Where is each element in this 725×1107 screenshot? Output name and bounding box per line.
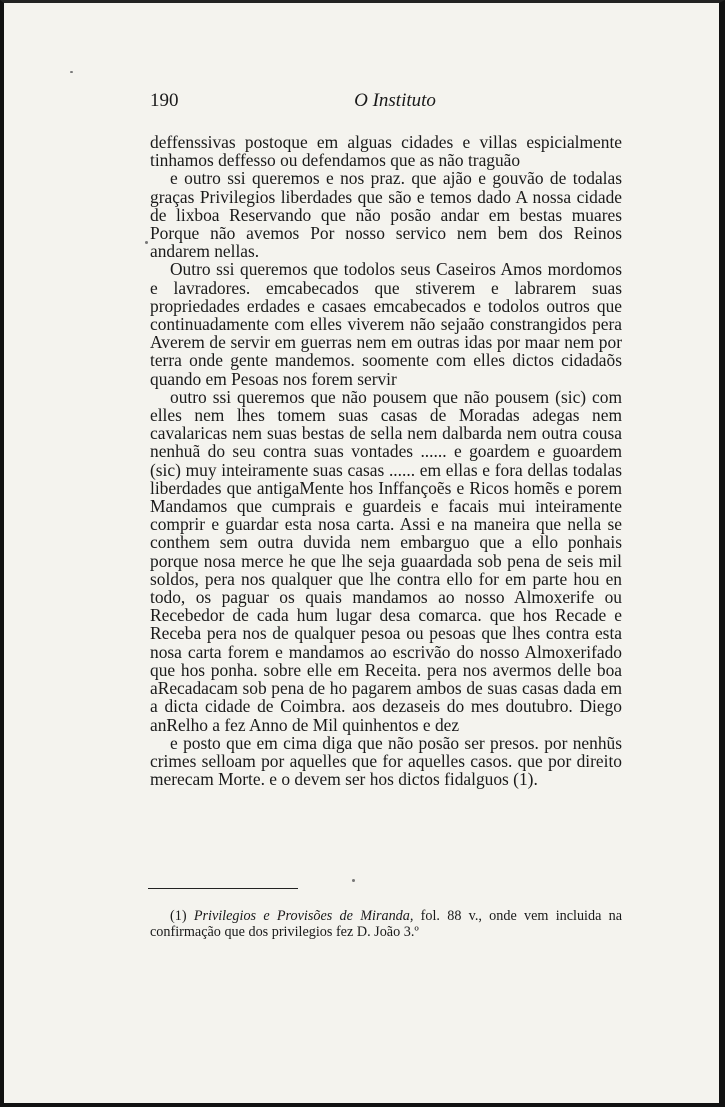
speck <box>70 71 73 73</box>
body-text <box>150 133 622 788</box>
paragraph-1: deffenssivas postoque em alguas cidades e villas espicialmente tinhamos deffesso ou defendamos que as não traguão <box>150 132 622 171</box>
footnote-title: Privilegios e Provisões de Miranda, <box>193 908 414 924</box>
footnote-rule <box>148 888 298 889</box>
paragraph-3: Outro ssi queremos que todolos seus Caseiros Amos mordomos e lavradores. emcabecados que stiverem e labrarem suas propriedades erdades e casaes emcabecados e todolos outros que continuadamente com elles viverem não sejaão constrangidos pera Averem de servir em guerras nem em outras idas por maar nem por terra onde gente mandemos. soomente com elles dictos cidadaõs quando em Pesoas nos forem servir <box>150 259 622 389</box>
speck <box>352 879 355 882</box>
page-number: 190 <box>150 90 179 111</box>
footnote <box>150 908 622 940</box>
paragraph-2: e outro ssi queremos e nos praz. que ajão e gouvão de todalas graças Privilegios liberdades que são e temos dado A nossa cidade de lixboa Reservando que não posão andar em bestas muares Porque não avemos Por nosso servico nem bem dos Reinos andarem nellas. <box>150 168 622 262</box>
footnote-marker: (1) <box>170 908 187 924</box>
paragraph-4: outro ssi queremos que não pousem que não pousem (sic) com elles nem lhes tomem suas casas de Moradas adegas nem cavalaricas nem suas bestas de sella nem dalbarda nem outra cousa nenhuã do seu contra suas vontades ...... e goardem e guoardem (sic) muy inteiramente suas casas ...... em ellas e fora dellas todalas liberdades que antigaMente hos Inffançoẽs e Ricos homẽs e porem Mandamos que cumprais e guardeis e facais mui inteiramente comprir e guardar esta nosa carta. Assi e na maneira que nella se conthem sem outra duvida nem embarguo que a ello ponhais porque nosa merce he que lhe seja guaardada sob pena de seis mil soldos, pera nos qualquer que lhe contra ello for em parte hou en todo, os paguar os quais mandamos ao nosso Almoxerife ou Recebedor de cada hum lugar desa comarca. que hos Recade e Receba pera nos de qualquer pesoa ou pesoas que lhes contra esta nosa carta forem e mandamos ao escrivão do nosso Almoxerifado que hos ponha. sobre elle em Receita. pera nos avermos delle boa aRecadacam sob pena de ho pagarem ambos de suas casas dada em a dicta cidade de Coimbra. aos dezaseis do mes doutubro. Diego anRelho a fez Anno de Mil quinhentos e dez <box>150 386 622 735</box>
speck <box>145 241 148 244</box>
footnote-text: fol. 88 v., onde vem incluida na confirmação que dos privilegios fez D. João 3.º <box>150 908 623 940</box>
running-title: O Instituto <box>354 90 436 111</box>
page-header <box>150 86 620 116</box>
paragraph-5: e posto que em cima diga que não posão ser presos. por nenhũs crimes selloam por aquelles que for aquelles casos. que por direito merecam Morte. e o devem ser hos dictos fidalguos (1). <box>150 732 622 790</box>
